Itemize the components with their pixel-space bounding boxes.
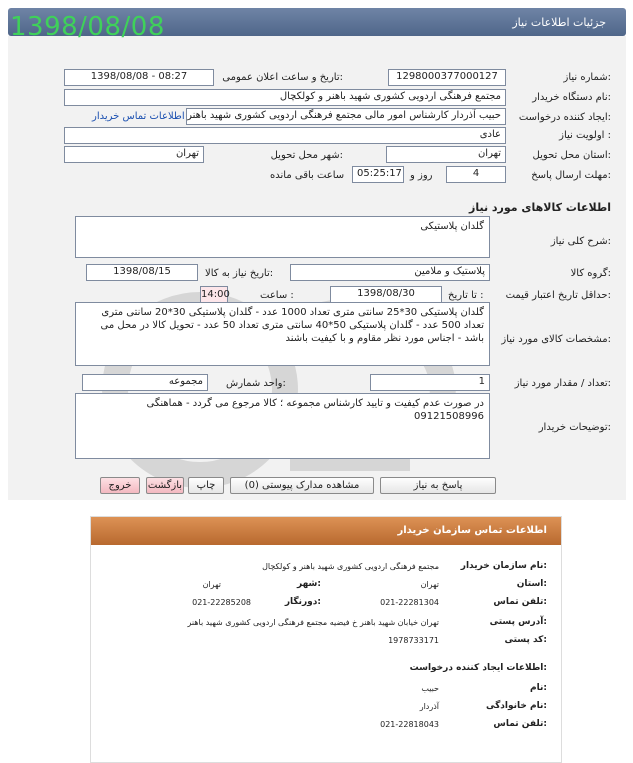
deadline-remaining: ساعت باقی مانده [270,170,345,181]
fax-value: 021-22285208 [192,598,251,607]
print-button[interactable]: چاپ [188,477,224,494]
province-value: تهران [420,580,439,589]
need-number-label: شماره نیاز: [563,72,611,83]
notes-label: توضیحات خریدار: [538,422,611,433]
province-field: تهران [386,146,506,163]
time-label: ساعت : [260,290,294,301]
date-stamp: 1398/08/08 [10,12,165,42]
until-date-label: تا تاریخ : [448,290,484,301]
deadline-label: مهلت ارسال پاسخ: [531,170,611,181]
buyer-contact-link[interactable]: اطلاعات تماس خریدار [92,111,185,122]
qty-label: تعداد / مقدار مورد نیاز: [514,378,611,389]
need-date-field: 1398/08/15 [86,264,198,281]
group-field: پلاستیک و ملامین [290,264,490,281]
creator-label: ایجاد کننده درخواست: [518,112,611,123]
unit-field: مجموعه [82,374,208,391]
back-button[interactable]: بازگشت [146,477,184,494]
phone-value: 021-22281304 [380,598,439,607]
page-title: جزئیات اطلاعات نیاز [512,16,606,29]
validity-label: حداقل تاریخ اعتبار قیمت: [505,290,611,301]
need-date-label: تاریخ نیاز به کالا: [205,268,274,279]
phone-label: تلفن تماس: [493,597,547,607]
deadline-days-field: 4 [446,166,506,183]
notes-textarea: در صورت عدم کیفیت و تایید کارشناس مجموعه ؛ کالا مرجوع می گردد - هماهنگی 09121508996 [75,393,490,459]
city-label: شهر محل تحویل: [270,150,343,161]
need-number-field: 1298000377000127 [388,69,506,86]
deadline-day-word: روز و [410,170,433,181]
group-label: گروه کالا: [570,268,611,279]
contact-title: اطلاعات تماس سازمان خریدار [397,525,547,536]
attachments-button[interactable]: مشاهده مدارک پیوستی (0) [230,477,374,494]
address-value: تهران خیابان شهید باهنر خ فیضیه مجتمع فرهنگی اردویی کشوری شهید باهنر [187,618,439,627]
reply-button[interactable]: پاسخ به نیاز [380,477,496,494]
deadline-time-field: 05:25:17 [352,166,404,183]
family-label: نام خانوادگی: [485,701,547,711]
priority-field: عادی [64,127,506,144]
general-textarea: گلدان پلاستیکی [75,216,490,258]
general-label: شرح کلی نیاز: [550,236,611,247]
unit-label: واحد شمارش: [226,378,286,389]
until-date-field: 1398/08/30 [330,286,442,303]
org-label: نام سازمان خریدار: [460,561,547,571]
province-label: استان: [516,579,547,589]
postal-label: کد پستی: [504,635,547,645]
spec-label: مشخصات کالای مورد نیاز: [501,334,611,345]
city-field: تهران [64,146,204,163]
name-label: نام: [530,683,547,693]
family-value: آذردار [419,702,439,711]
city-label: شهر: [297,579,321,589]
priority-label: اولویت نیاز : [559,130,611,141]
fax-label: دورنگار: [284,597,321,607]
creator-phone-value: 021-22818043 [380,720,439,729]
buyer-field: مجتمع فرهنگی اردویی کشوری شهید باهنر و کولکچال [64,89,506,106]
announce-label: تاریخ و ساعت اعلان عمومی: [222,72,343,83]
address-label: آدرس پستی: [489,617,547,627]
time-field: 14:00 [200,286,228,303]
announce-field: 1398/08/08 - 08:27 [64,69,214,86]
qty-field: 1 [370,374,490,391]
org-value: مجتمع فرهنگی اردویی کشوری شهید باهنر و کولکچال [262,562,439,571]
creator-phone-label: تلفن تماس: [493,719,547,729]
creator-field: حبیب آذردار کارشناس امور مالی مجتمع فرهنگی اردویی کشوری شهید باهنر [186,108,506,125]
spec-textarea: گلدان پلاستیکی 30*25 سانتی متری تعداد 1000 عدد - گلدان پلاستیکی 30*20 سانتی متری تعداد 500 عدد - گلدان پلاستیکی 50*40 سانتی متری تعداد 50 عدد - تحویل کالا در محل می باشد - اجناس مورد نظر مقاوم و با کیفیت باشند [75,302,490,366]
contact-header [91,517,561,545]
name-value: حبیب [421,684,439,693]
province-label: استان محل تحویل: [532,150,611,161]
buyer-label: نام دستگاه خریدار: [532,92,611,103]
creator-section-title: اطلاعات ایجاد کننده درخواست: [409,663,547,673]
city-value: تهران [202,580,221,589]
buyer-contact-card [90,516,562,763]
exit-button[interactable]: خروج [100,477,140,494]
goods-section-title: اطلاعات کالاهای مورد نیاز [469,201,611,214]
postal-value: 1978733171 [388,636,439,645]
